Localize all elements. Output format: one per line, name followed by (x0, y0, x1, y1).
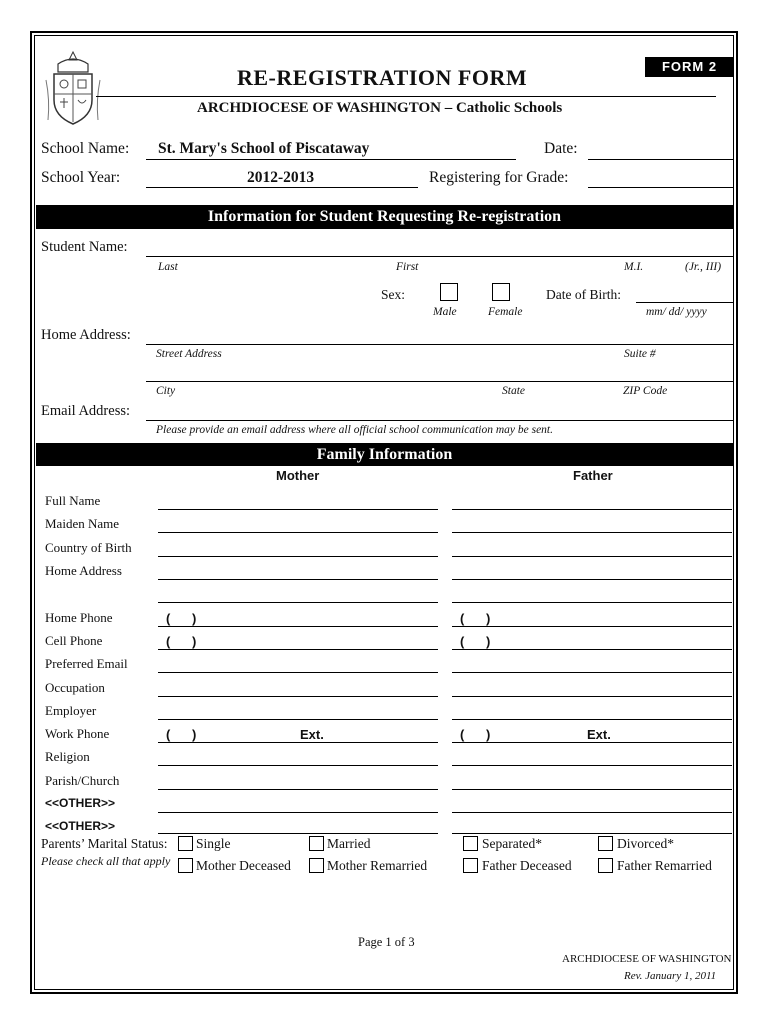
mother-other-2-field[interactable] (158, 833, 438, 834)
father-deceased-label: Father Deceased (482, 858, 572, 873)
first-name-caption: First (396, 261, 419, 273)
father-religion-field[interactable] (452, 765, 732, 766)
home-address-label: Home Address: (41, 327, 131, 343)
title-rule (96, 96, 716, 97)
family-row-label-other-13: <<OTHER>> (45, 819, 116, 833)
suite-caption: Suite # (624, 348, 656, 360)
mother-preferred-email-field[interactable] (158, 672, 438, 673)
father-home-phone-area-code: ( ) (460, 611, 491, 626)
father-maiden-name-field[interactable] (452, 532, 732, 533)
school-year-label: School Year: (41, 169, 121, 186)
archdiocese-seal-icon (44, 50, 102, 128)
father-column-heading: Father (573, 468, 613, 483)
father-employer-field[interactable] (452, 719, 732, 720)
mother-religion-field[interactable] (158, 765, 438, 766)
footer-org: ARCHDIOCESE OF WASHINGTON (562, 953, 732, 965)
father-deceased-checkbox[interactable] (463, 858, 478, 873)
family-row-label-employer: Employer (45, 703, 97, 718)
mother-full-name-field[interactable] (158, 509, 438, 510)
father-parish-church-field[interactable] (452, 789, 732, 790)
father-cell-phone-field[interactable] (452, 649, 732, 650)
email-label: Email Address: (41, 403, 131, 419)
mother-maiden-name-field[interactable] (158, 532, 438, 533)
mother-cell-phone-field[interactable] (158, 649, 438, 650)
father-preferred-email-field[interactable] (452, 672, 732, 673)
father-remarried-label: Father Remarried (617, 858, 712, 873)
mother-home-phone-area-code: ( ) (166, 611, 197, 626)
mother-work-phone-area-code: ( ) (166, 727, 197, 742)
mother-country-of-birth-field[interactable] (158, 556, 438, 557)
mother-remarried-label: Mother Remarried (327, 858, 428, 873)
father-cell-phone-area-code: ( ) (460, 634, 491, 649)
middle-initial-caption: M.I. (624, 261, 644, 273)
student-name-label: Student Name: (41, 239, 128, 255)
mother-parish-church-field[interactable] (158, 789, 438, 790)
page-number: Page 1 of 3 (358, 935, 415, 949)
mother-column-heading: Mother (276, 468, 320, 483)
separated-label: Separated* (482, 836, 542, 851)
mother-deceased-checkbox[interactable] (178, 858, 193, 873)
married-label: Married (327, 836, 371, 851)
family-row-label-country-of-birth: Country of Birth (45, 540, 132, 555)
dob-field[interactable] (636, 302, 734, 303)
father-other-2-field[interactable] (452, 833, 732, 834)
suffix-caption: (Jr., III) (685, 261, 722, 273)
street-address-field[interactable] (146, 344, 734, 345)
mother-home-address-field[interactable] (158, 579, 438, 580)
mother-deceased-label: Mother Deceased (196, 858, 291, 873)
family-row-label-occupation: Occupation (45, 680, 105, 695)
mother-work-phone-ext-label: Ext. (300, 727, 324, 742)
school-name-value[interactable]: St. Mary's School of Piscataway (158, 140, 370, 157)
email-field[interactable] (146, 420, 734, 421)
grade-label: Registering for Grade: (429, 169, 569, 186)
dob-format-caption: mm/ dd/ yyyy (646, 306, 707, 318)
marital-status-label: Parents’ Marital Status: (41, 836, 168, 851)
grade-field[interactable] (588, 187, 734, 188)
mother-cell-phone-area-code: ( ) (166, 634, 197, 649)
father-work-phone-ext-label: Ext. (587, 727, 611, 742)
single-label: Single (196, 836, 231, 851)
last-name-caption: Last (158, 261, 178, 273)
father-home-address-field[interactable] (452, 579, 732, 580)
mother-home-phone-field[interactable] (158, 626, 438, 627)
father-country-of-birth-field[interactable] (452, 556, 732, 557)
father-work-phone-area-code: ( ) (460, 727, 491, 742)
father-full-name-field[interactable] (452, 509, 732, 510)
family-row-label-parish-church: Parish/Church (45, 773, 120, 788)
family-row-label-home-phone: Home Phone (45, 610, 113, 625)
father-remarried-checkbox[interactable] (598, 858, 613, 873)
student-section-heading: Information for Student Requesting Re-registration (36, 205, 733, 229)
city-caption: City (156, 385, 176, 397)
page-title: RE-REGISTRATION FORM (237, 65, 528, 90)
school-name-field[interactable] (146, 159, 516, 160)
email-note: Please provide an email address where all official school communication may be sent. (156, 424, 553, 436)
family-row-label-maiden-name: Maiden Name (45, 516, 120, 531)
female-caption: Female (488, 306, 523, 318)
family-row-label-preferred-email: Preferred Email (45, 656, 128, 671)
street-address-caption: Street Address (156, 348, 222, 360)
mother-other-field[interactable] (158, 812, 438, 813)
mother-employer-field[interactable] (158, 719, 438, 720)
separated-checkbox[interactable] (463, 836, 478, 851)
female-checkbox[interactable] (492, 283, 510, 301)
father-home-address-line-2-field[interactable] (452, 602, 732, 603)
family-row-label-other-12: <<OTHER>> (45, 796, 116, 810)
father-work-phone-field[interactable] (452, 742, 732, 743)
date-label: Date: (544, 140, 578, 157)
state-caption: State (502, 385, 525, 397)
father-occupation-field[interactable] (452, 696, 732, 697)
student-name-field[interactable] (146, 256, 734, 257)
family-row-label-home-address: Home Address (45, 563, 122, 578)
single-checkbox[interactable] (178, 836, 193, 851)
zip-caption: ZIP Code (623, 385, 668, 397)
male-checkbox[interactable] (440, 283, 458, 301)
family-row-label-full-name: Full Name (45, 493, 101, 508)
page-subtitle: ARCHDIOCESE OF WASHINGTON – Catholic Schools (197, 100, 563, 116)
footer-revision: Rev. January 1, 2011 (624, 970, 717, 982)
father-home-phone-field[interactable] (452, 626, 732, 627)
mother-remarried-checkbox[interactable] (309, 858, 324, 873)
city-state-zip-field[interactable] (146, 381, 734, 382)
family-row-label-cell-phone: Cell Phone (45, 633, 103, 648)
sex-label: Sex: (381, 287, 406, 302)
date-field[interactable] (588, 159, 734, 160)
male-caption: Male (433, 306, 457, 318)
dob-label: Date of Birth: (546, 287, 621, 302)
married-checkbox[interactable] (309, 836, 324, 851)
family-section-heading: Family Information (36, 443, 733, 466)
marital-status-note: Please check all that apply (41, 854, 171, 868)
mother-occupation-field[interactable] (158, 696, 438, 697)
school-year-value[interactable]: 2012-2013 (247, 169, 315, 186)
father-other-field[interactable] (452, 812, 732, 813)
divorced-label: Divorced* (617, 836, 674, 851)
form-number-badge: FORM 2 (645, 57, 734, 77)
family-row-label-work-phone: Work Phone (45, 726, 110, 741)
school-name-label: School Name: (41, 140, 130, 157)
mother-home-address-line-2-field[interactable] (158, 602, 438, 603)
divorced-checkbox[interactable] (598, 836, 613, 851)
mother-work-phone-field[interactable] (158, 742, 438, 743)
family-row-label-religion: Religion (45, 749, 90, 764)
school-year-field[interactable] (146, 187, 418, 188)
